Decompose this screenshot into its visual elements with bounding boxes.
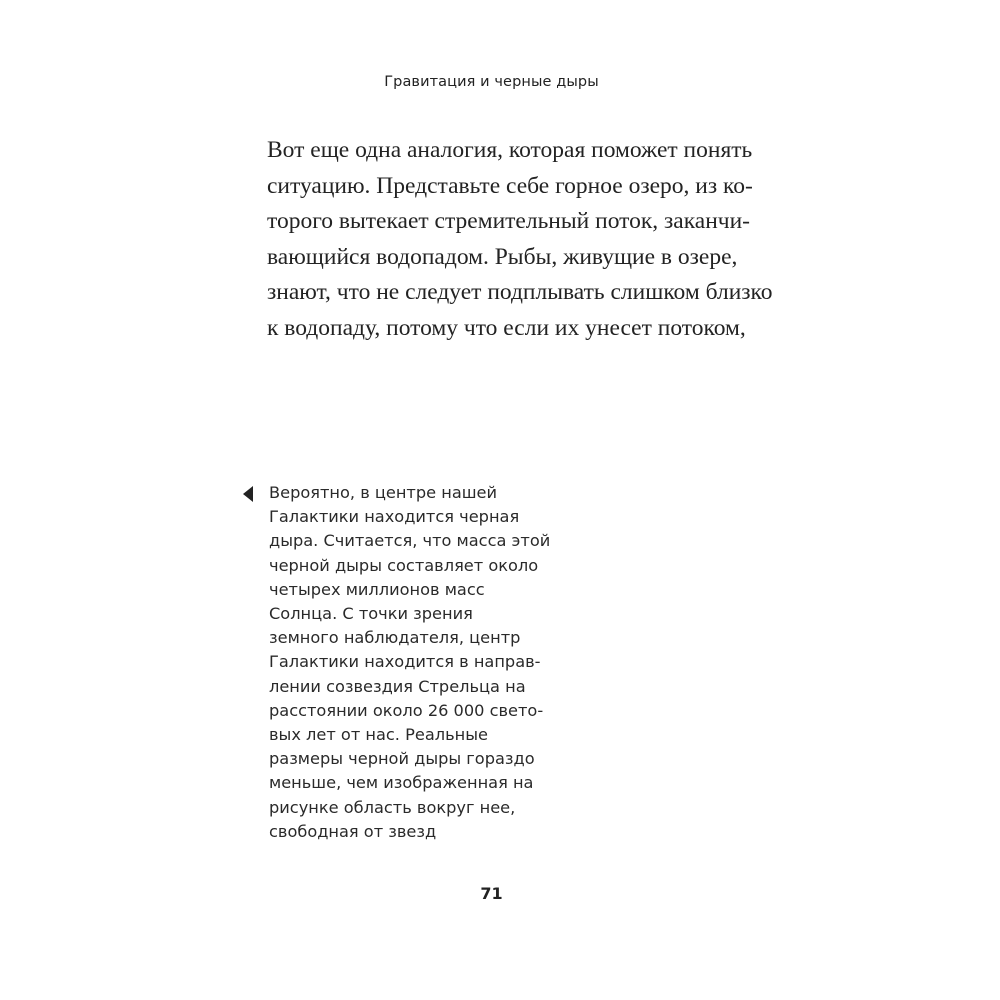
caption-line: Вероятно, в центре нашей — [269, 483, 498, 502]
running-head: Гравитация и черные дыры — [384, 74, 599, 90]
caption-line: меньше, чем изображенная на — [269, 773, 534, 793]
caption-line: Галактики находится в направ- — [269, 652, 541, 672]
caption-line: черной дыры составляет около — [269, 555, 539, 575]
caption-line: Галактики находится черная — [269, 507, 520, 527]
caption-line: расстоянии около 26 000 свето- — [269, 700, 544, 720]
body-line: вающийся водопадом. Рыбы, живущие в озере, — [267, 243, 738, 270]
caption-line: рисунке область вокруг нее, — [269, 797, 516, 817]
caption-line: земного наблюдателя, центр — [269, 628, 521, 648]
caption-line: свободная от звезд — [269, 821, 437, 841]
figure-caption — [269, 481, 559, 844]
caption-line: четырех миллионов масс — [269, 579, 485, 599]
body-paragraph — [267, 133, 773, 346]
body-line: знают, что не следует подплывать слишком близко — [267, 279, 773, 305]
caption-line: вых лет от нас. Реальные — [269, 725, 488, 745]
caption-line: дыра. Считается, что масса этой — [269, 531, 551, 551]
body-line: к водопаду, потому что если их унесет потоком, — [267, 314, 746, 341]
left-triangle-pointer-icon — [243, 486, 253, 502]
caption-line: Солнца. С точки зрения — [269, 604, 473, 624]
body-line: ситуацию. Представьте себе горное озеро, из ко- — [267, 172, 753, 199]
body-line: торого вытекает стремительный поток, заканчи- — [267, 208, 751, 234]
caption-line: лении созвездия Стрельца на — [269, 676, 526, 696]
caption-line: размеры черной дыры гораздо — [269, 749, 535, 769]
body-line: Вот еще одна аналогия, которая поможет понять — [267, 137, 753, 163]
page-number: 71 — [480, 884, 503, 903]
